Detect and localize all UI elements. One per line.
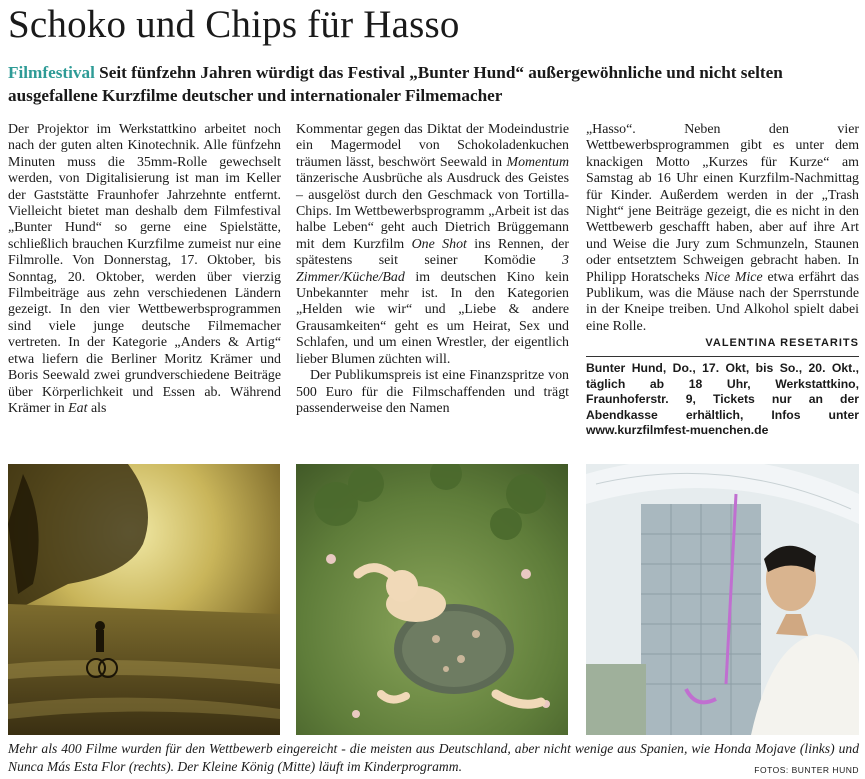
column3-text-b: etwa erfährt das Publikum, was die Mäuse nach der Sperrstunde in der Kneipe treiben. Und Alkohol spielt dabei eine Rolle. xyxy=(586,269,859,334)
film-title-eat: Eat xyxy=(68,400,88,416)
kicker: Filmfestival xyxy=(8,63,95,82)
photo-credit: FOTOS: BUNTER HUND xyxy=(754,764,859,775)
article-column-3 xyxy=(586,122,859,352)
deck xyxy=(8,61,858,107)
article-column-1 xyxy=(8,122,281,417)
article-column-2 xyxy=(296,122,569,417)
photo-cyclist-image xyxy=(8,464,280,735)
photo-little-king-illustration xyxy=(296,464,568,735)
photo-umbrella-image xyxy=(586,464,859,735)
film-title-nice-mice: Nice Mice xyxy=(704,269,763,285)
info-divider xyxy=(586,356,859,357)
column2-text-b: tänzerische Ausbrüche als Ausdruck des Geistes – ausgelöst durch den Geschmack von Tortilla-Chips. Im Wettbewerbsprogramm „Arbeit ist das halbe Leben“ geht auch Dietrich Brüggemann mit dem Kurzfilm xyxy=(296,171,569,252)
film-title-momentum: Momentum xyxy=(506,154,569,170)
photo-caption xyxy=(8,740,859,779)
film-title-3-zimmer: 3 Zimmer/Küche/Bad xyxy=(296,253,569,285)
column2-paragraph-2: Der Publikumspreis ist eine Finanzspritze von 500 Euro für die Filmschaffenden und trägt passenderweise den Namen xyxy=(296,368,569,416)
column1-text-end: als xyxy=(87,400,107,416)
column2-text-a: Kommentar gegen das Diktat der Modeindustrie ein Magermodel von Schokoladenkuchen träumen lässt, beschwört Seewald in xyxy=(296,122,569,170)
photo-cyclist-misty-road xyxy=(8,464,280,735)
column1-text: Der Projektor im Werkstattkino arbeitet noch nach der guten alten Kinotechnik. Alle fünfzehn Minuten muss die 35mm-Rolle gewechselt werden, von Digitalisierung ist man im Keller der Gaststätte Fraunhofer Jahrzehnte entfernt. Vielleicht bietet man deshalb dem Filmfestival „Bunter Hund“ so gerne eine Spielstätte, schließlich brauchen Kurzfilme zumeist nur eine Filmrolle. Von Donnerstag, 17. Oktober, bis Sonntag, 20. Oktober, werden über vierzig Filmbeiträge aus zehn verschiedenen Ländern gezeigt. In den vier Wettbewerbsprogrammen sind viele junge deutsche Filmemacher vertreten. In der Kategorie „Anders & Artig“ etwa liefern die Berliner Moritz Krämer und Boris Seewald zwei grundverschiedene Beiträge über Körperlichkeit und Essen ab. Während Krämer in xyxy=(8,122,281,416)
author-byline: VALENTINA RESETARITS xyxy=(705,337,859,350)
event-info-box: Bunter Hund, Do., 17. Okt, bis So., 20. Okt., täglich ab 18 Uhr, Werkstattkino, Fraunhoferstr. 9, Tickets nur an der Abendkasse erhältlich, Infos unter www.kurzfilmfest-muenchen.de xyxy=(586,361,859,438)
column2-text-d: im deutschen Kino kein Unbekannter mehr ist. In den Kategorien „Helden wie wir“ und „Liebe & andere Grausamkeiten“ geht es um Heirat, Sex und Schlafen, und um einen Wrestler, der eigentlich lieber Blumen züchten will. xyxy=(296,269,569,367)
column2-text-c: ins Rennen, der spätestens seit seiner Komödie xyxy=(296,236,569,269)
deck-text: Seit fünfzehn Jahren würdigt das Festival „Bunter Hund“ außergewöhnliche und nicht selten ausgefallene Kurzfilme deutscher und internationaler Filmemacher xyxy=(8,63,783,105)
photo-man-with-umbrella xyxy=(586,464,859,735)
film-title-one-shot: One Shot xyxy=(411,236,467,252)
caption-text: Mehr als 400 Filme wurden für den Wettbewerb eingereicht - die meisten aus Deutschland, aber nicht wenige aus Spanien, wie Honda Mojave (links) und Nunca Más Esta Flor (rechts). Der Kleine König (Mitte) läuft im Kinderprogramm. xyxy=(8,741,859,774)
column3-text-a: „Hasso“. Neben den vier Wettbewerbsprogrammen gibt es unter dem knackigen Motto „Kurzes für Kurze“ am Samstag ab 16 Uhr einen Kurzfilm-Nachmittag für Kinder. Außerdem werden in der „Trash Night“ jene Beiträge gezeigt, die es nicht in den Wettbewerb geschafft haben, aber auf ihre Art und Weise die Jury zum Schmunzeln, Staunen oder entsetztem Schweigen gebracht haben. In Philipp Horatscheks xyxy=(586,122,859,285)
photo-illustration-image xyxy=(296,464,568,735)
headline: Schoko und Chips für Hasso xyxy=(8,3,460,46)
